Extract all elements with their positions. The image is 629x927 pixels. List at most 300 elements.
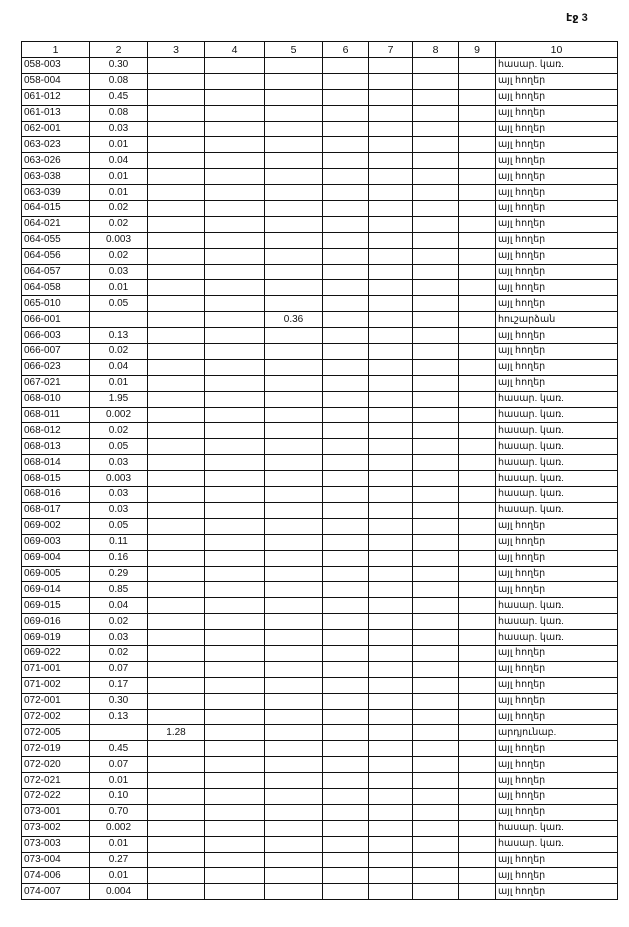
table-cell-col-3: [148, 216, 205, 232]
table-cell-col-6: [323, 312, 369, 328]
table-cell-col-5: [265, 439, 323, 455]
table-cell-col-3: [148, 773, 205, 789]
table-cell-col-8: [413, 375, 459, 391]
table-cell-col-9: [459, 502, 496, 518]
table-cell-col-4: [205, 582, 265, 598]
table-row: [22, 407, 618, 423]
table-cell-col-10: այլ հողեր: [496, 709, 618, 725]
table-cell-col-10: այլ հողեր: [496, 201, 618, 217]
table-cell-col-1: 072-005: [22, 725, 90, 741]
table-row: [22, 153, 618, 169]
table-cell-col-7: [369, 280, 413, 296]
table-cell-col-9: [459, 296, 496, 312]
table-row: [22, 645, 618, 661]
table-cell-col-8: [413, 852, 459, 868]
table-cell-col-9: [459, 741, 496, 757]
table-cell-col-4: [205, 471, 265, 487]
table-cell-col-2: 0.02: [90, 201, 148, 217]
table-cell-col-6: [323, 216, 369, 232]
table-cell-col-10: հասար. կառ.: [496, 391, 618, 407]
table-cell-col-2: 0.27: [90, 852, 148, 868]
table-cell-col-1: 058-004: [22, 73, 90, 89]
table-cell-col-8: [413, 661, 459, 677]
table-cell-col-6: [323, 455, 369, 471]
table-cell-col-7: [369, 296, 413, 312]
table-cell-col-4: [205, 550, 265, 566]
table-row: [22, 232, 618, 248]
table-cell-col-5: [265, 58, 323, 74]
table-cell-col-8: [413, 264, 459, 280]
table-cell-col-1: 068-012: [22, 423, 90, 439]
table-cell-col-3: [148, 137, 205, 153]
table-row: [22, 804, 618, 820]
table-cell-col-5: [265, 423, 323, 439]
table-cell-col-7: [369, 121, 413, 137]
table-row: [22, 487, 618, 503]
table-cell-col-10: այլ հողեր: [496, 216, 618, 232]
table-cell-col-2: 0.13: [90, 328, 148, 344]
table-cell-col-5: [265, 534, 323, 550]
table-cell-col-1: 069-015: [22, 598, 90, 614]
table-cell-col-8: [413, 550, 459, 566]
table-cell-col-1: 061-013: [22, 105, 90, 121]
table-cell-col-6: [323, 407, 369, 423]
table-cell-col-7: [369, 216, 413, 232]
table-cell-col-2: 0.02: [90, 645, 148, 661]
table-cell-col-4: [205, 788, 265, 804]
table-cell-col-1: 065-010: [22, 296, 90, 312]
table-cell-col-3: [148, 359, 205, 375]
table-cell-col-4: [205, 296, 265, 312]
table-cell-col-3: [148, 518, 205, 534]
table-cell-col-7: [369, 598, 413, 614]
table-row: [22, 550, 618, 566]
table-cell-col-5: [265, 677, 323, 693]
table-cell-col-2: 0.04: [90, 153, 148, 169]
table-cell-col-5: [265, 725, 323, 741]
table-cell-col-9: [459, 439, 496, 455]
table-row: [22, 693, 618, 709]
table-row: [22, 312, 618, 328]
table-cell-col-10: այլ հողեր: [496, 661, 618, 677]
table-cell-col-6: [323, 439, 369, 455]
table-cell-col-5: [265, 741, 323, 757]
table-row: [22, 344, 618, 360]
table-cell-col-5: [265, 185, 323, 201]
table-cell-col-8: [413, 693, 459, 709]
table-cell-col-2: 0.07: [90, 757, 148, 773]
table-cell-col-6: [323, 487, 369, 503]
table-cell-col-5: [265, 121, 323, 137]
table-cell-col-7: [369, 693, 413, 709]
table-cell-col-9: [459, 550, 496, 566]
table-cell-col-7: [369, 89, 413, 105]
table-cell-col-4: [205, 455, 265, 471]
table-cell-col-10: այլ հողեր: [496, 534, 618, 550]
table-row: [22, 423, 618, 439]
table-row: [22, 725, 618, 741]
table-cell-col-5: [265, 359, 323, 375]
table-row: [22, 264, 618, 280]
table-cell-col-9: [459, 518, 496, 534]
table-cell-col-6: [323, 534, 369, 550]
table-cell-col-9: [459, 884, 496, 900]
table-cell-col-7: [369, 232, 413, 248]
table-cell-col-7: [369, 757, 413, 773]
table-cell-col-6: [323, 137, 369, 153]
table-cell-col-9: [459, 534, 496, 550]
table-cell-col-10: այլ հողեր: [496, 344, 618, 360]
table-cell-col-4: [205, 312, 265, 328]
table-cell-col-9: [459, 391, 496, 407]
table-row: [22, 391, 618, 407]
table-cell-col-7: [369, 741, 413, 757]
column-header: 9: [459, 42, 496, 58]
table-cell-col-5: [265, 614, 323, 630]
table-cell-col-8: [413, 518, 459, 534]
table-cell-col-2: 0.03: [90, 455, 148, 471]
table-cell-col-4: [205, 677, 265, 693]
table-cell-col-9: [459, 137, 496, 153]
page-number: էջ 3: [566, 12, 588, 24]
table-cell-col-7: [369, 248, 413, 264]
table-cell-col-4: [205, 344, 265, 360]
table-cell-col-8: [413, 836, 459, 852]
header-row: [22, 42, 618, 58]
column-header: 5: [265, 42, 323, 58]
table-cell-col-9: [459, 344, 496, 360]
table-cell-col-7: [369, 344, 413, 360]
table-cell-col-1: 074-007: [22, 884, 90, 900]
table-cell-col-7: [369, 423, 413, 439]
table-cell-col-5: [265, 328, 323, 344]
table-cell-col-1: 063-038: [22, 169, 90, 185]
table-cell-col-2: 0.05: [90, 296, 148, 312]
table-cell-col-4: [205, 216, 265, 232]
table-cell-col-3: [148, 820, 205, 836]
table-cell-col-2: 0.45: [90, 741, 148, 757]
table-cell-col-7: [369, 804, 413, 820]
table-cell-col-2: 0.01: [90, 836, 148, 852]
table-cell-col-1: 069-004: [22, 550, 90, 566]
table-cell-col-10: այլ հողեր: [496, 757, 618, 773]
table-cell-col-3: [148, 89, 205, 105]
table-cell-col-8: [413, 566, 459, 582]
table-cell-col-4: [205, 852, 265, 868]
table-cell-col-4: [205, 487, 265, 503]
table-cell-col-10: այլ հողեր: [496, 359, 618, 375]
table-cell-col-5: [265, 550, 323, 566]
table-cell-col-2: 0.02: [90, 423, 148, 439]
table-cell-col-2: 0.01: [90, 185, 148, 201]
table-cell-col-6: [323, 836, 369, 852]
table-cell-col-10: այլ հողեր: [496, 185, 618, 201]
table-cell-col-2: 0.002: [90, 407, 148, 423]
table-cell-col-7: [369, 550, 413, 566]
table-cell-col-7: [369, 487, 413, 503]
column-header: 6: [323, 42, 369, 58]
table-cell-col-3: [148, 693, 205, 709]
table-row: [22, 868, 618, 884]
table-cell-col-7: [369, 502, 413, 518]
table-cell-col-8: [413, 598, 459, 614]
table-cell-col-9: [459, 836, 496, 852]
table-cell-col-4: [205, 58, 265, 74]
table-row: [22, 471, 618, 487]
table-cell-col-9: [459, 709, 496, 725]
table-cell-col-5: [265, 153, 323, 169]
table-cell-col-6: [323, 391, 369, 407]
table-cell-col-4: [205, 518, 265, 534]
table-cell-col-9: [459, 487, 496, 503]
table-cell-col-10: այլ հողեր: [496, 582, 618, 598]
table-cell-col-2: 0.02: [90, 216, 148, 232]
table-cell-col-3: [148, 804, 205, 820]
table-cell-col-10: այլ հողեր: [496, 852, 618, 868]
table-cell-col-2: 0.03: [90, 487, 148, 503]
table-row: [22, 773, 618, 789]
table-cell-col-6: [323, 725, 369, 741]
table-cell-col-2: 0.003: [90, 471, 148, 487]
table-cell-col-6: [323, 280, 369, 296]
table-cell-col-9: [459, 645, 496, 661]
table-cell-col-5: [265, 73, 323, 89]
table-cell-col-2: 0.04: [90, 598, 148, 614]
table-cell-col-2: 0.17: [90, 677, 148, 693]
table-cell-col-9: [459, 248, 496, 264]
table-cell-col-5: [265, 630, 323, 646]
table-cell-col-10: այլ հողեր: [496, 105, 618, 121]
table-cell-col-3: [148, 264, 205, 280]
table-cell-col-6: [323, 105, 369, 121]
table-cell-col-2: 0.03: [90, 502, 148, 518]
table-cell-col-10: այլ հողեր: [496, 375, 618, 391]
table-cell-col-9: [459, 232, 496, 248]
table-cell-col-4: [205, 884, 265, 900]
table-cell-col-6: [323, 741, 369, 757]
table-cell-col-5: [265, 598, 323, 614]
table-cell-col-8: [413, 757, 459, 773]
table-cell-col-9: [459, 105, 496, 121]
table-cell-col-7: [369, 661, 413, 677]
table-cell-col-8: [413, 439, 459, 455]
table-row: [22, 661, 618, 677]
table-cell-col-5: [265, 804, 323, 820]
table-cell-col-8: [413, 216, 459, 232]
table-cell-col-8: [413, 391, 459, 407]
table-cell-col-6: [323, 630, 369, 646]
table-cell-col-2: 0.07: [90, 661, 148, 677]
table-cell-col-3: [148, 502, 205, 518]
table-cell-col-4: [205, 201, 265, 217]
table-cell-col-7: [369, 614, 413, 630]
table-cell-col-1: 071-002: [22, 677, 90, 693]
table-cell-col-5: [265, 645, 323, 661]
table-cell-col-5: [265, 661, 323, 677]
table-cell-col-7: [369, 582, 413, 598]
table-cell-col-10: այլ հողեր: [496, 89, 618, 105]
table-cell-col-3: [148, 312, 205, 328]
table-row: [22, 216, 618, 232]
table-cell-col-3: [148, 201, 205, 217]
table-row: [22, 359, 618, 375]
table-cell-col-5: [265, 391, 323, 407]
table-cell-col-2: 0.08: [90, 105, 148, 121]
table-cell-col-4: [205, 248, 265, 264]
table-cell-col-5: [265, 868, 323, 884]
table-cell-col-7: [369, 534, 413, 550]
table-cell-col-6: [323, 502, 369, 518]
table-cell-col-3: [148, 375, 205, 391]
table-cell-col-5: [265, 518, 323, 534]
table-cell-col-2: 0.01: [90, 137, 148, 153]
table-cell-col-10: այլ հողեր: [496, 153, 618, 169]
table-cell-col-7: [369, 852, 413, 868]
table-cell-col-3: [148, 645, 205, 661]
table-cell-col-6: [323, 550, 369, 566]
table-cell-col-6: [323, 661, 369, 677]
table-row: [22, 566, 618, 582]
table-cell-col-2: 0.70: [90, 804, 148, 820]
table-cell-col-8: [413, 232, 459, 248]
table-cell-col-4: [205, 264, 265, 280]
table-cell-col-8: [413, 137, 459, 153]
table-cell-col-10: հասար. կառ.: [496, 455, 618, 471]
table-row: [22, 105, 618, 121]
table-cell-col-9: [459, 121, 496, 137]
table-cell-col-1: 072-020: [22, 757, 90, 773]
table-cell-col-3: [148, 709, 205, 725]
table-cell-col-10: այլ հողեր: [496, 566, 618, 582]
table-cell-col-4: [205, 614, 265, 630]
table-row: [22, 455, 618, 471]
table-cell-col-3: [148, 836, 205, 852]
table-cell-col-3: [148, 391, 205, 407]
table-cell-col-7: [369, 201, 413, 217]
table-cell-col-6: [323, 804, 369, 820]
table-row: [22, 582, 618, 598]
table-cell-col-4: [205, 423, 265, 439]
table-row: [22, 89, 618, 105]
land-parcel-table: [21, 41, 618, 900]
table-cell-col-1: 072-022: [22, 788, 90, 804]
table-cell-col-5: [265, 375, 323, 391]
table-cell-col-9: [459, 693, 496, 709]
table-cell-col-4: [205, 391, 265, 407]
table-cell-col-5: [265, 137, 323, 153]
table-cell-col-1: 064-058: [22, 280, 90, 296]
table-cell-col-5: [265, 280, 323, 296]
table-cell-col-10: հասար. կառ.: [496, 502, 618, 518]
table-cell-col-3: [148, 566, 205, 582]
table-cell-col-8: [413, 630, 459, 646]
table-cell-col-7: [369, 645, 413, 661]
table-cell-col-1: 063-039: [22, 185, 90, 201]
table-cell-col-7: [369, 137, 413, 153]
table-row: [22, 518, 618, 534]
table-cell-col-4: [205, 137, 265, 153]
table-cell-col-5: [265, 201, 323, 217]
table-row: [22, 820, 618, 836]
table-cell-col-4: [205, 836, 265, 852]
table-cell-col-8: [413, 773, 459, 789]
table-row: [22, 121, 618, 137]
table-cell-col-5: [265, 836, 323, 852]
table-cell-col-5: [265, 264, 323, 280]
table-cell-col-6: [323, 788, 369, 804]
table-cell-col-8: [413, 121, 459, 137]
table-cell-col-10: հասար. կառ.: [496, 614, 618, 630]
table-cell-col-7: [369, 455, 413, 471]
table-cell-col-7: [369, 630, 413, 646]
table-cell-col-4: [205, 534, 265, 550]
table-cell-col-8: [413, 296, 459, 312]
table-cell-col-9: [459, 359, 496, 375]
table-cell-col-5: [265, 296, 323, 312]
table-cell-col-2: 0.05: [90, 439, 148, 455]
table-cell-col-10: այլ հողեր: [496, 518, 618, 534]
table-cell-col-8: [413, 487, 459, 503]
table-cell-col-9: [459, 582, 496, 598]
table-body: [22, 58, 618, 900]
table-cell-col-4: [205, 757, 265, 773]
table-cell-col-1: 072-019: [22, 741, 90, 757]
table-cell-col-5: [265, 105, 323, 121]
table-cell-col-3: [148, 248, 205, 264]
table-cell-col-7: [369, 788, 413, 804]
table-cell-col-8: [413, 280, 459, 296]
column-header: 3: [148, 42, 205, 58]
table-cell-col-8: [413, 884, 459, 900]
table-cell-col-1: 069-022: [22, 645, 90, 661]
table-cell-col-8: [413, 455, 459, 471]
table-cell-col-2: 0.02: [90, 344, 148, 360]
table-cell-col-4: [205, 630, 265, 646]
table-row: [22, 248, 618, 264]
table-row: [22, 375, 618, 391]
table-cell-col-6: [323, 709, 369, 725]
table-cell-col-1: 072-021: [22, 773, 90, 789]
table-cell-col-7: [369, 391, 413, 407]
table-cell-col-6: [323, 677, 369, 693]
table-cell-col-5: [265, 773, 323, 789]
table-cell-col-3: [148, 788, 205, 804]
table-cell-col-5: [265, 709, 323, 725]
table-cell-col-8: [413, 185, 459, 201]
table-cell-col-10: այլ հողեր: [496, 693, 618, 709]
table-cell-col-7: [369, 773, 413, 789]
table-cell-col-8: [413, 677, 459, 693]
table-cell-col-3: [148, 757, 205, 773]
table-cell-col-1: 067-021: [22, 375, 90, 391]
table-cell-col-4: [205, 232, 265, 248]
table-row: [22, 534, 618, 550]
table-cell-col-6: [323, 645, 369, 661]
table-cell-col-6: [323, 852, 369, 868]
table-cell-col-6: [323, 344, 369, 360]
table-cell-col-10: այլ հողեր: [496, 137, 618, 153]
table-cell-col-1: 074-006: [22, 868, 90, 884]
table-cell-col-6: [323, 232, 369, 248]
table-cell-col-7: [369, 677, 413, 693]
table-cell-col-3: [148, 407, 205, 423]
table-row: [22, 502, 618, 518]
table-cell-col-1: 068-016: [22, 487, 90, 503]
table-cell-col-8: [413, 359, 459, 375]
table-cell-col-2: 0.004: [90, 884, 148, 900]
table-cell-col-5: [265, 502, 323, 518]
table-cell-col-10: այլ հողեր: [496, 741, 618, 757]
